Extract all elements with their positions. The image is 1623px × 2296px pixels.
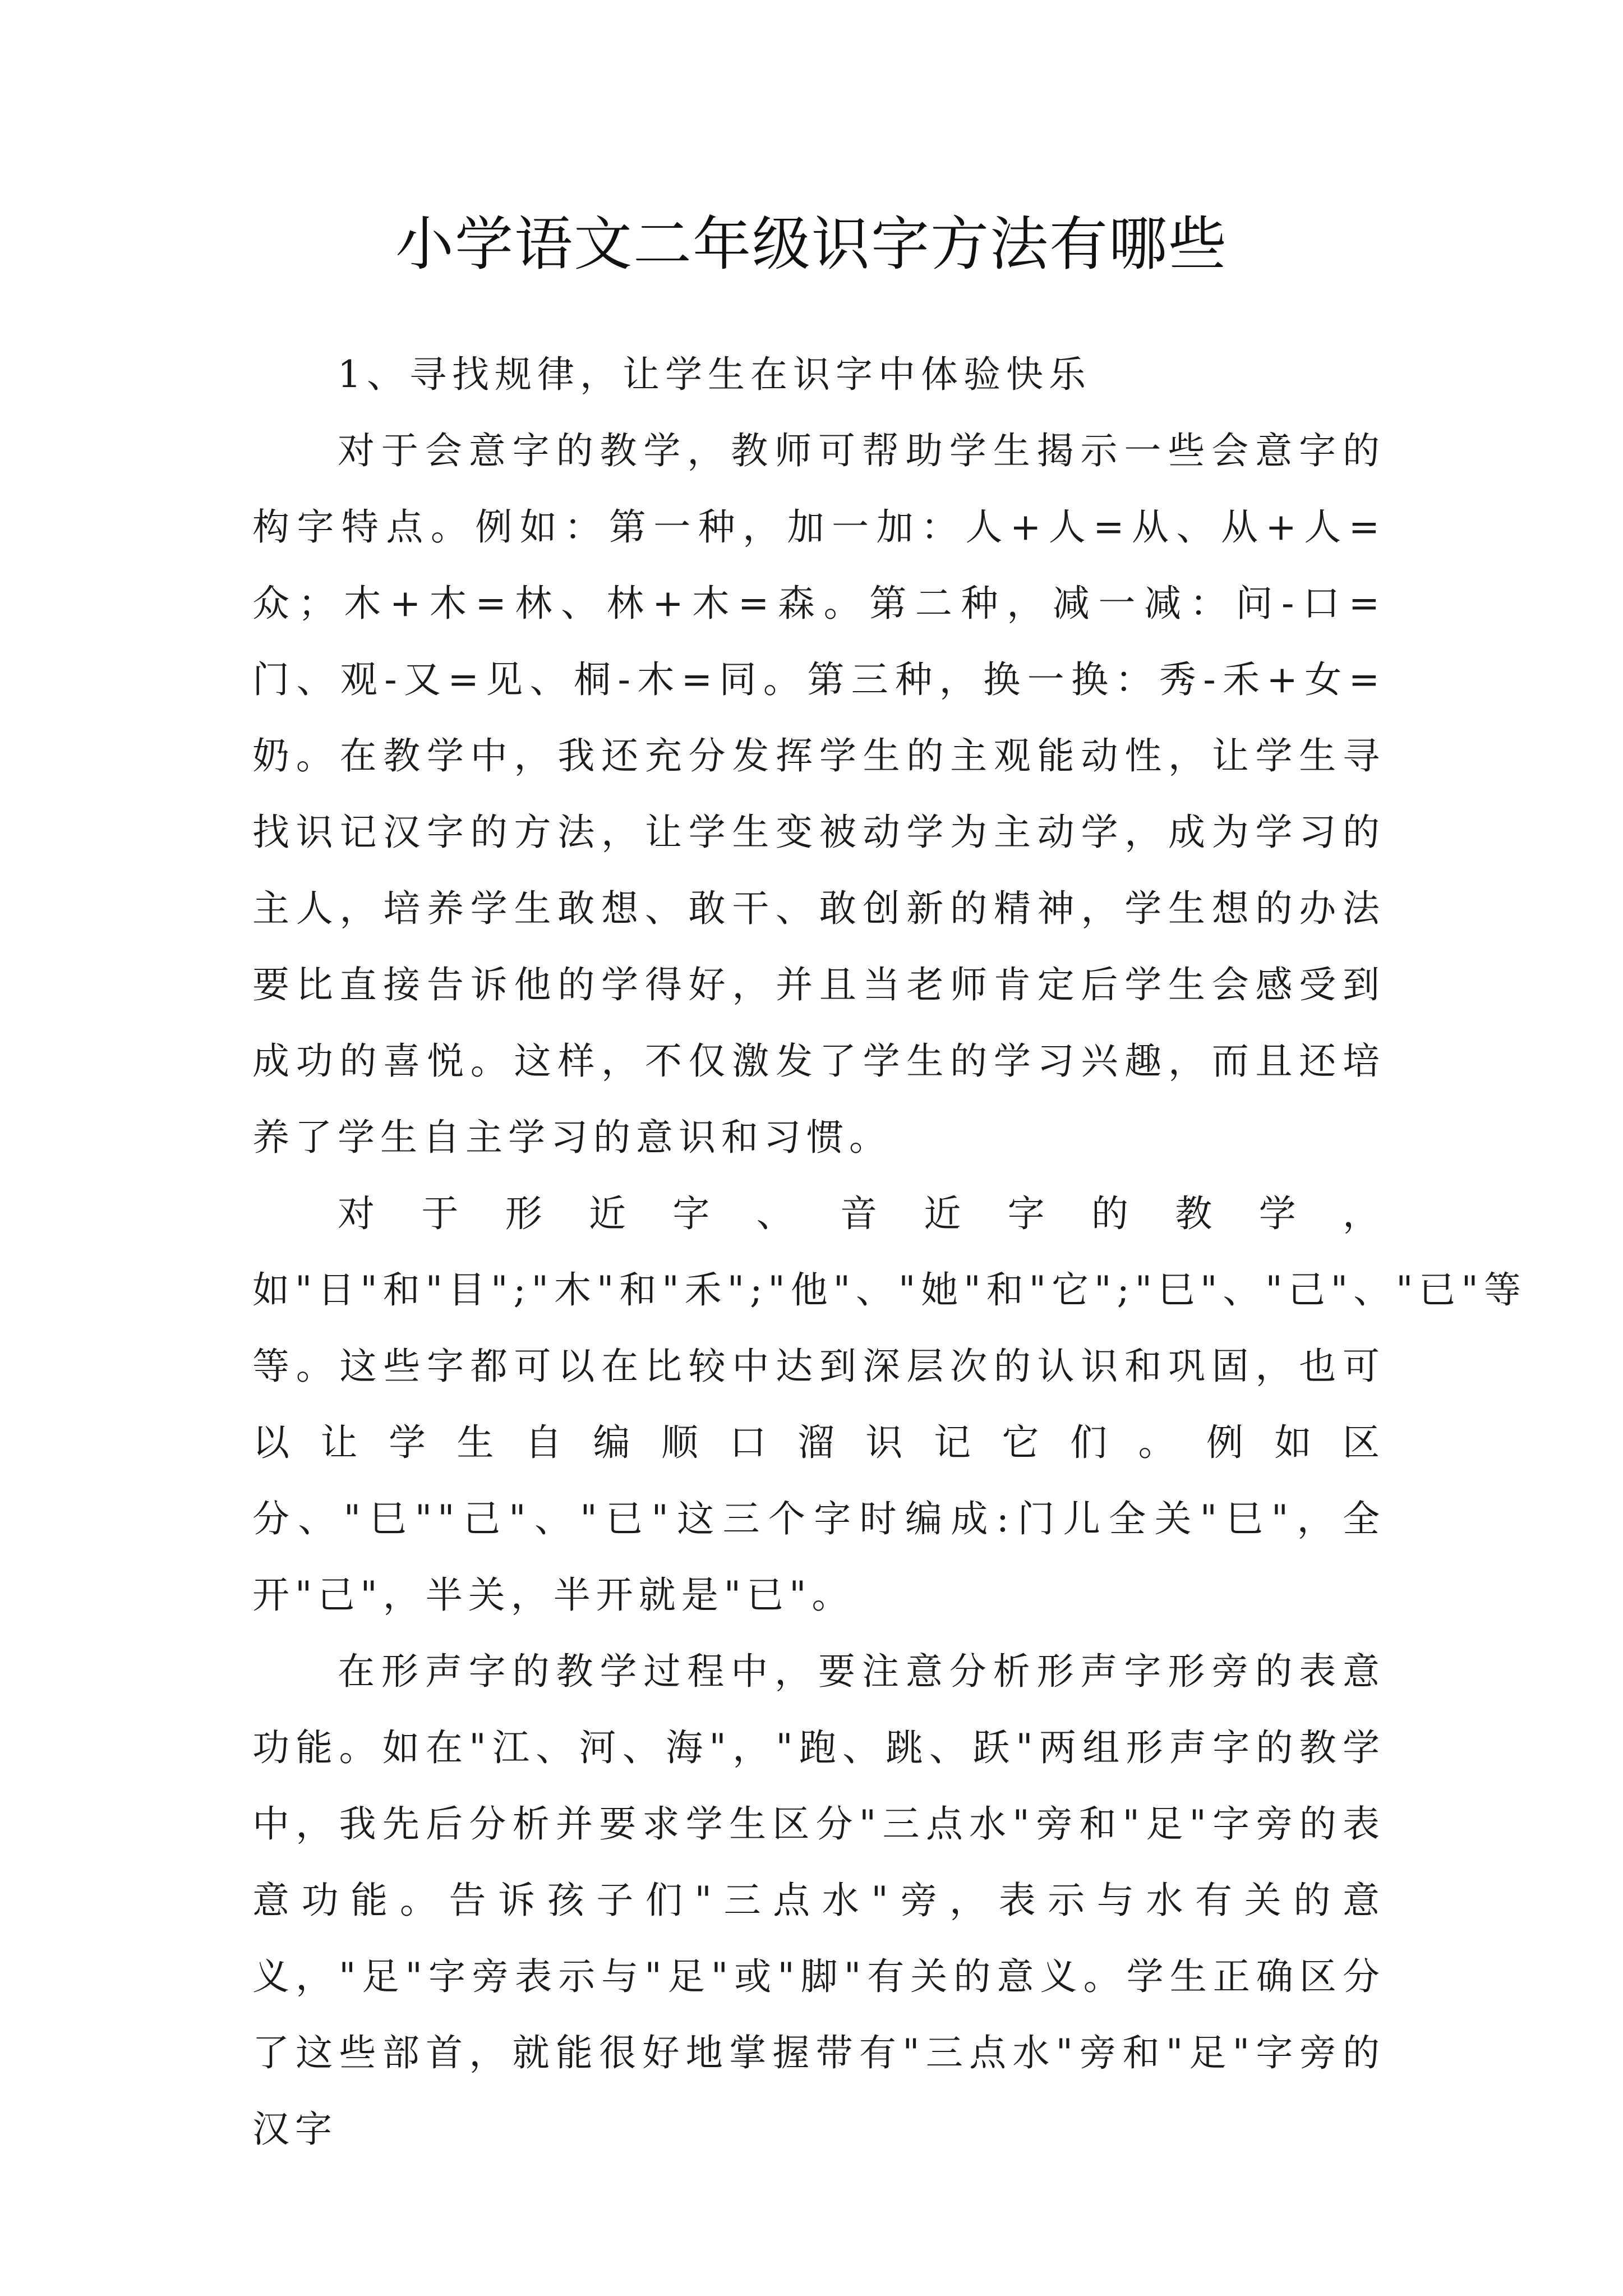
paragraph: 对于会意字的教学，教师可帮助学生揭示一些会意字的构字特点。例如：第一种，加一加：人+人=从、从+人=众；木+木=林、林+木=森。第二种，减一减：问-口=门、观-又=见、桐-木=同。第三种，换一换：秀-禾+女=奶。在教学中，我还充分发挥学生的主观能动性，让学生寻找识记汉字的方法，让学生变被动学为主动学，成为学习的主人，培养学生敢想、敢干、敢创新的精神，学生想的办法要比直接告诉他的学得好，并且当老师肯定后学生会感受到成功的喜悦。这样，不仅激发了学生的学习兴趣，而且还培养了学生自主学习的意识和习惯。 [252, 429, 1385, 1159]
paragraph-heading: 1、寻找规律，让学生在识字中体验快乐 [338, 353, 1091, 396]
paragraph: 对于形近字、音近字的教学，如"日"和"目";"木"和"禾";"他"、"她"和"它";"巳"、"己"、"已"等等。这些字都可以在比较中达到深层次的认识和巩固，也可以让学生自编顺口溜识记它们。例如区分、"巳""己"、"已"这三个字时编成:门儿全关"巳"，全开"己"，半关，半开就是"已"。 [252, 1192, 1527, 1617]
paragraph: 在形声字的教学过程中，要注意分析形声字形旁的表意功能。如在"江、河、海"，"跑、跳、跃"两组形声字的教学中，我先后分析并要求学生区分"三点水"旁和"足"字旁的表意功能。告诉孩子们"三点水"旁，表示与水有关的意义，"足"字旁表示与"足"或"脚"有关的意义。学生正确区分了这些部首，就能很好地掌握带有"三点水"旁和"足"字旁的汉字 [252, 1650, 1385, 2151]
document-title: 小学语文二年级识字方法有哪些 [395, 210, 1228, 278]
document-body [252, 337, 1527, 2168]
